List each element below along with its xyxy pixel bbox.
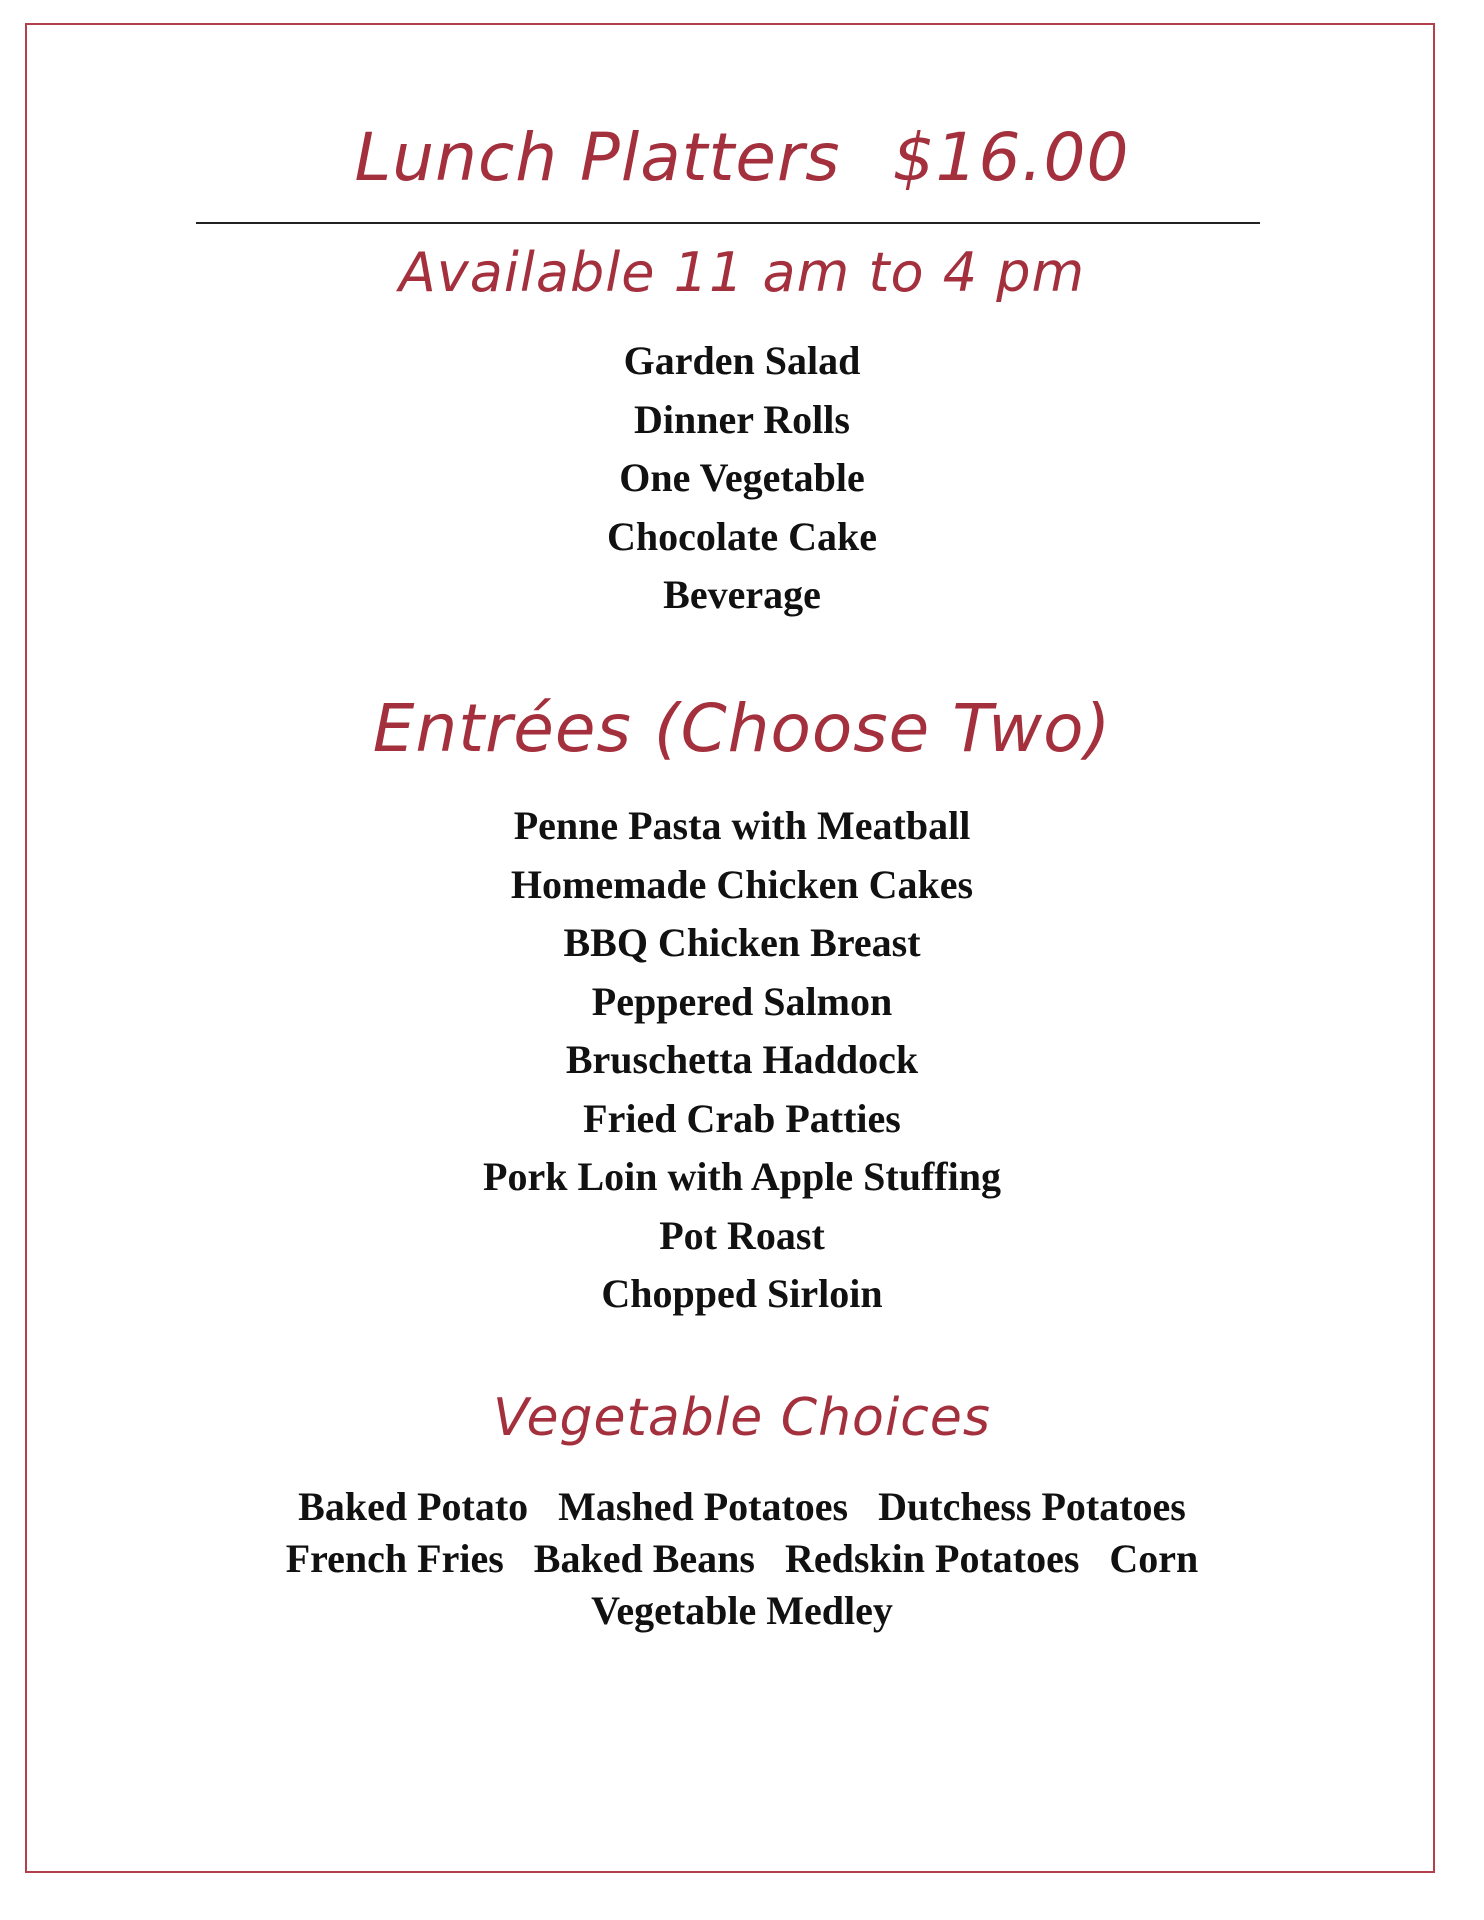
- list-item: Beverage: [663, 572, 821, 617]
- title-divider: [196, 222, 1260, 224]
- vegetable-row: [0, 1481, 1484, 1533]
- vegetable-row: [0, 1533, 1484, 1585]
- availability-text: Available 11 am to 4 pm: [398, 241, 1086, 304]
- list-item: Chopped Sirloin: [601, 1271, 883, 1316]
- vegetable-item: Vegetable Medley: [591, 1588, 893, 1633]
- list-item: BBQ Chicken Breast: [563, 920, 921, 965]
- list-item: Peppered Salmon: [591, 978, 893, 1024]
- vegetable-choices: [0, 1481, 1484, 1637]
- list-item: Pork Loin with Apple Stuffing: [483, 1154, 1001, 1199]
- list-item: Dinner Rolls: [634, 396, 850, 442]
- list-item: Bruschetta Haddock: [565, 1037, 919, 1082]
- entrees-heading: Entrées (Choose Two): [372, 690, 1112, 767]
- list-item: Fried Crab Patties: [583, 1095, 901, 1141]
- vegetable-item: Baked Potato: [298, 1484, 529, 1529]
- list-item: Garden Salad: [623, 338, 861, 383]
- vegetable-item: Dutchess Potatoes: [878, 1484, 1186, 1529]
- menu-title: [0, 118, 1484, 198]
- list-item: Chocolate Cake: [607, 513, 877, 559]
- vegetable-item: French Fries: [285, 1536, 504, 1581]
- list-item: Pot Roast: [659, 1212, 825, 1258]
- vegetable-item: Redskin Potatoes: [784, 1536, 1080, 1581]
- vegetable-item: Mashed Potatoes: [558, 1484, 849, 1529]
- list-item: Penne Pasta with Meatball: [513, 803, 971, 848]
- entrees-list: [0, 797, 1484, 1324]
- list-item: Homemade Chicken Cakes: [510, 861, 974, 907]
- vegetable-item: Baked Beans: [533, 1536, 755, 1581]
- list-item: One Vegetable: [619, 455, 865, 500]
- vegetable-row: [0, 1585, 1484, 1637]
- included-items-list: [0, 332, 1484, 625]
- title-text: Lunch Platters: [354, 119, 841, 196]
- price-text: $16.00: [892, 119, 1130, 196]
- vegetables-heading: Vegetable Choices: [493, 1388, 991, 1448]
- vegetable-item: Corn: [1109, 1536, 1199, 1581]
